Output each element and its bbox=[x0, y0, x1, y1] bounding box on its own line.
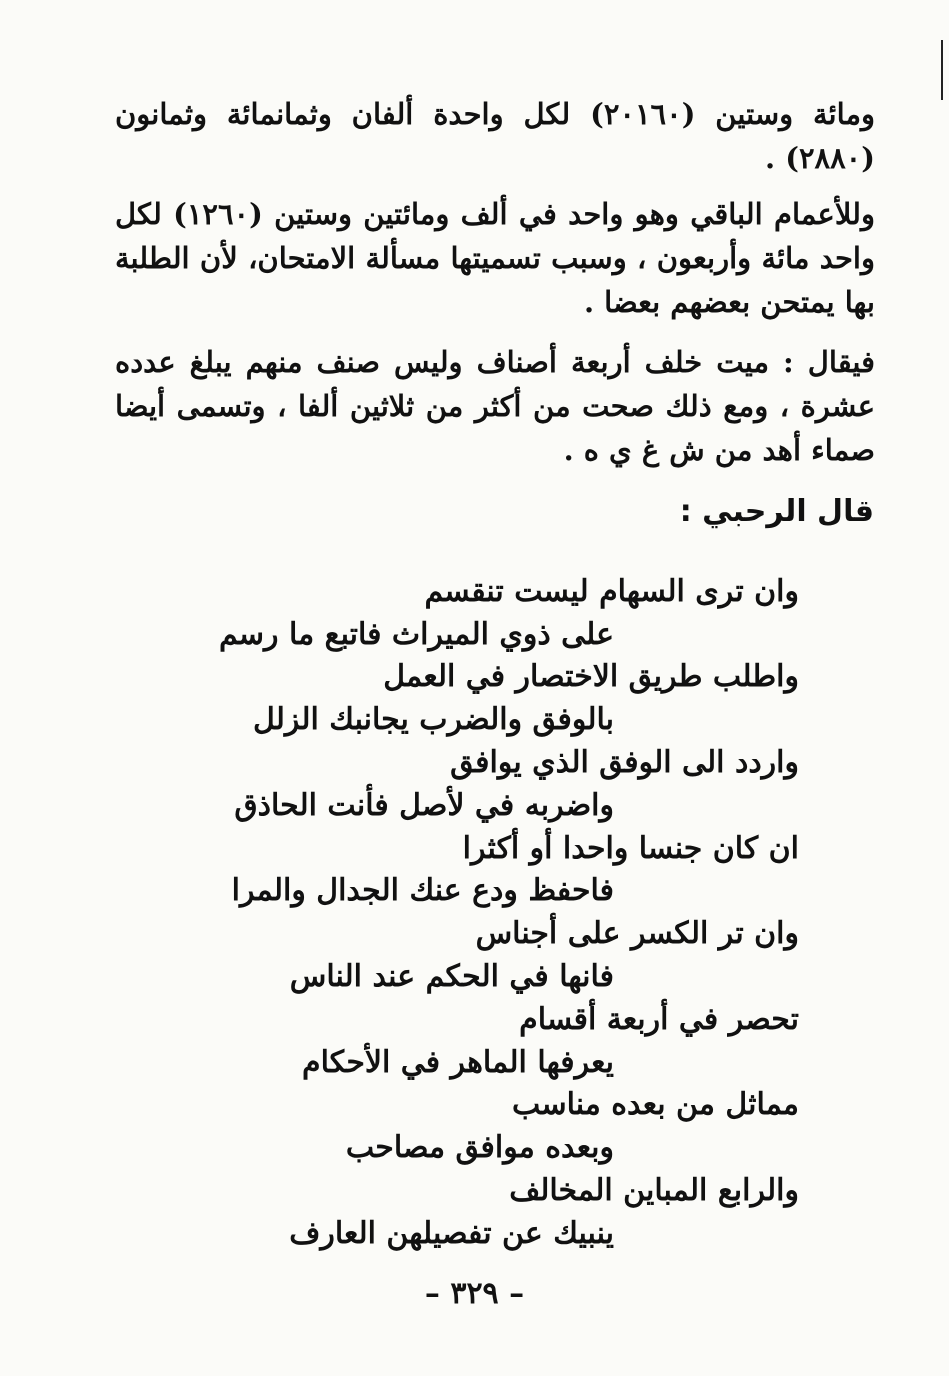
verse-line: فاحفظ ودع عنك الجدال والمرا bbox=[231, 873, 614, 908]
page-edge-mark bbox=[941, 40, 943, 100]
paragraph-2: وللأعمام الباقي وهو واحد في ألف ومائتين وستين (١٢٦٠) لكل واحد مائة وأربعون ، وسبب تسميتها مسألة الامتحان، لأن الطلبة بها يمتحن بعضهم بعضا . bbox=[115, 197, 875, 319]
verse-line: واطلب طريق الاختصار في العمل bbox=[383, 659, 799, 694]
page-number: – ٣٢٩ – bbox=[424, 1276, 525, 1311]
verse-line: واردد الى الوفق الذي يوافق bbox=[450, 745, 799, 780]
verse-line: ينبيك عن تفصيلهن العارف bbox=[289, 1216, 614, 1251]
verse-line: واضربه في لأصل فأنت الحاذق bbox=[234, 788, 614, 823]
section-heading: قال الرحبي : bbox=[679, 494, 874, 529]
verse-line: تحصر في أربعة أقسام bbox=[519, 1002, 799, 1037]
verse-line: وان تر الكسر على أجناس bbox=[475, 916, 799, 951]
verse-line: فانها في الحكم عند الناس bbox=[289, 959, 614, 994]
verse-line: وان ترى السهام ليست تنقسم bbox=[424, 574, 799, 609]
verse-line: ان كان جنسا واحدا أو أكثرا bbox=[462, 831, 799, 866]
verse-line: وبعده موافق مصاحب bbox=[345, 1130, 614, 1165]
paragraph-3: فيقال : ميت خلف أربعة أصناف وليس صنف منهم يبلغ عدده عشرة ، ومع ذلك صحت من أكثر من ثلاثين ألفا ، وتسمى أيضا صماء أهد من ش غ ي ه . bbox=[115, 345, 875, 467]
verse-line: بالوفق والضرب يجانبك الزلل bbox=[252, 702, 614, 737]
paragraph-1: ومائة وستين (٢٠١٦٠) لكل واحدة ألفان وثمانمائة وثمانون (٢٨٨٠) . bbox=[115, 97, 875, 175]
verse-line: على ذوي الميراث فاتبع ما رسم bbox=[218, 617, 614, 652]
verse-line: والرابع المباين المخالف bbox=[509, 1173, 799, 1208]
verse-line: مماثل من بعده مناسب bbox=[511, 1087, 799, 1122]
verse-line: يعرفها الماهر في الأحكام bbox=[302, 1045, 614, 1080]
